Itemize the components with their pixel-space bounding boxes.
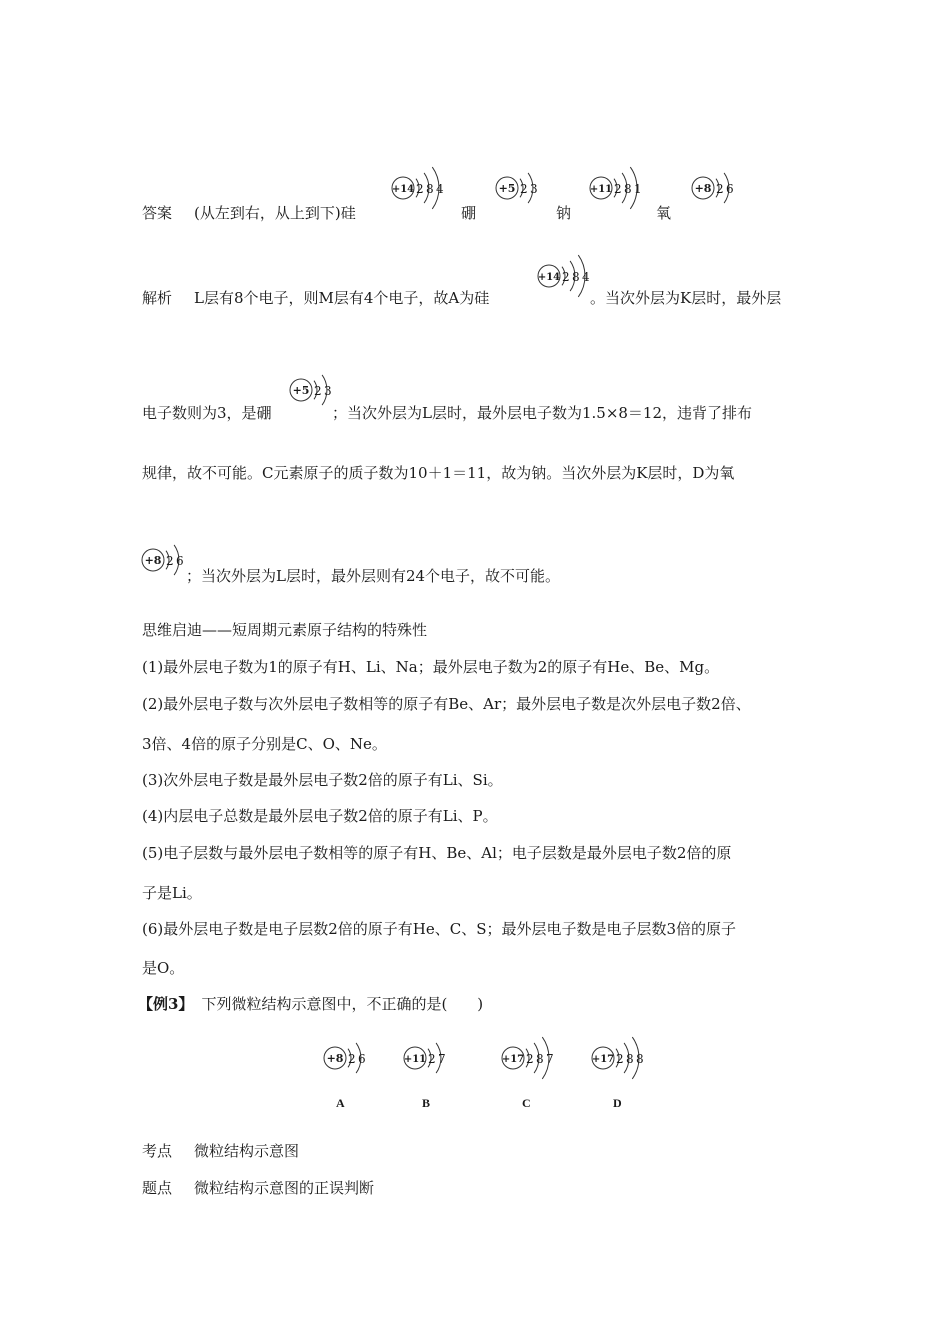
shell-electron-count: 4	[582, 270, 590, 284]
atom-svg	[402, 1038, 456, 1084]
kaodian-text: 微粒结构示意图	[194, 1142, 300, 1160]
answer-line	[142, 203, 356, 223]
shell-electron-count: 2	[348, 1052, 356, 1066]
nucleus-charge: +11	[589, 184, 613, 195]
analysis-text-1a: L层有8个电子，则M层有4个电子，故A为硅	[194, 289, 490, 307]
analysis-text-4: ；当次外层为L层时，最外层则有24个电子，故不可能。	[186, 567, 561, 585]
atom-svg	[588, 160, 652, 214]
nucleus-charge: +17	[591, 1054, 615, 1065]
shell-electron-count: 8	[636, 1052, 644, 1066]
nucleus-charge: +8	[326, 1052, 344, 1065]
nucleus-charge: +14	[391, 184, 415, 195]
nucleus-charge: +17	[501, 1054, 525, 1065]
shell-electron-count: 6	[358, 1052, 366, 1066]
shell-electron-count: 1	[634, 182, 642, 196]
analysis-text-2b: ；当次外层为L层时，最外层电子数为1.5×8＝12，违背了排布	[332, 404, 753, 422]
kaodian-line	[142, 1141, 299, 1161]
nucleus-charge: +5	[498, 182, 516, 195]
insight-title: 思维启迪——短周期元素原子结构的特殊性	[142, 621, 428, 639]
shell-electron-count: 8	[426, 182, 434, 196]
tidian-text: 微粒结构示意图的正误判断	[194, 1179, 375, 1197]
nucleus-charge: +14	[537, 272, 561, 283]
atom-svg	[390, 160, 454, 214]
insight-point-2a: (2)最外层电子数与次外层电子数相等的原子有Be、Ar；最外层电子数是次外层电子数2倍、	[142, 695, 751, 713]
shell-electron-count: 2	[520, 182, 528, 196]
answer-label: 答案	[142, 204, 173, 222]
atom-svg	[690, 168, 744, 214]
shell-electron-count: 2	[314, 384, 322, 398]
tidian-line	[142, 1178, 374, 1198]
nucleus-charge: +11	[403, 1054, 427, 1065]
nucleus-charge: +8	[694, 182, 712, 195]
kaodian-label: 考点	[142, 1142, 173, 1160]
shell-electron-count: 4	[436, 182, 444, 196]
option-b-label: B	[422, 1096, 431, 1110]
analysis-text-3: 规律，故不可能。C元素原子的质子数为10＋1＝11，故为钠。当次外层为K层时，D为氧	[142, 464, 735, 482]
option-a-diagram	[322, 1038, 376, 1084]
insight-point-4: (4)内层电子总数是最外层电子数2倍的原子有Li、P。	[142, 807, 498, 825]
insight-point-5a: (5)电子层数与最外层电子数相等的原子有H、Be、Al；电子层数是最外层电子数2倍的原	[142, 844, 732, 862]
atom-diagram-o	[690, 168, 744, 214]
shell-electron-count: 7	[438, 1052, 446, 1066]
option-d-diagram	[590, 1030, 654, 1084]
answer-text: (从左到右，从上到下)硅	[194, 204, 356, 222]
atom-svg	[590, 1030, 654, 1084]
atom-diagram-b	[494, 168, 548, 214]
example-question: 下列微粒结构示意图中，不正确的是( )	[201, 995, 484, 1013]
analysis-line-1	[142, 288, 489, 308]
shell-electron-count: 3	[324, 384, 332, 398]
shell-electron-count: 7	[546, 1052, 554, 1066]
nucleus-charge: +5	[292, 384, 310, 397]
shell-electron-count: 2	[526, 1052, 534, 1066]
insight-point-6a: (6)最外层电子数是电子层数2倍的原子有He、C、S；最外层电子数是电子层数3倍的原子	[142, 920, 737, 938]
analysis-text-1b: 。当次外层为K层时，最外层	[590, 289, 782, 307]
shell-electron-count: 8	[572, 270, 580, 284]
analysis-text-2a: 电子数则为3，是硼	[142, 404, 272, 422]
shell-electron-count: 2	[166, 554, 174, 568]
shell-electron-count: 2	[562, 270, 570, 284]
shell-electron-count: 6	[726, 182, 734, 196]
shell-electron-count: 2	[428, 1052, 436, 1066]
shell-electron-count: 2	[416, 182, 424, 196]
answer-element-boron: 硼	[461, 204, 477, 222]
shell-electron-count: 3	[530, 182, 538, 196]
answer-element-sodium: 钠	[556, 204, 572, 222]
nucleus-charge: +8	[144, 554, 162, 567]
insight-point-5b: 子是Li。	[142, 884, 202, 902]
atom-svg	[500, 1030, 564, 1084]
insight-point-1: (1)最外层电子数为1的原子有H、Li、Na；最外层电子数为2的原子有He、Be、Mg。	[142, 658, 720, 676]
option-a-label: A	[336, 1096, 345, 1110]
option-b-diagram	[402, 1038, 456, 1084]
shell-electron-count: 2	[716, 182, 724, 196]
example-tag: 【例3】	[138, 995, 194, 1013]
shell-electron-count: 2	[616, 1052, 624, 1066]
shell-electron-count: 8	[626, 1052, 634, 1066]
atom-diagram-si	[390, 160, 454, 214]
insight-point-6b: 是O。	[142, 959, 185, 977]
option-c-label: C	[522, 1096, 531, 1110]
answer-element-oxygen: 氧	[656, 204, 672, 222]
atom-svg	[322, 1038, 376, 1084]
option-d-label: D	[613, 1096, 622, 1110]
insight-point-2b: 3倍、4倍的原子分别是C、O、Ne。	[142, 735, 387, 753]
option-c-diagram	[500, 1030, 564, 1084]
shell-electron-count: 8	[624, 182, 632, 196]
tidian-label: 题点	[142, 1179, 173, 1197]
atom-svg	[494, 168, 548, 214]
shell-electron-count: 6	[176, 554, 184, 568]
shell-electron-count: 2	[614, 182, 622, 196]
example-heading	[138, 994, 483, 1014]
insight-point-3: (3)次外层电子数是最外层电子数2倍的原子有Li、Si。	[142, 771, 503, 789]
shell-electron-count: 8	[536, 1052, 544, 1066]
analysis-label: 解析	[142, 289, 173, 307]
atom-diagram-na	[588, 160, 652, 214]
